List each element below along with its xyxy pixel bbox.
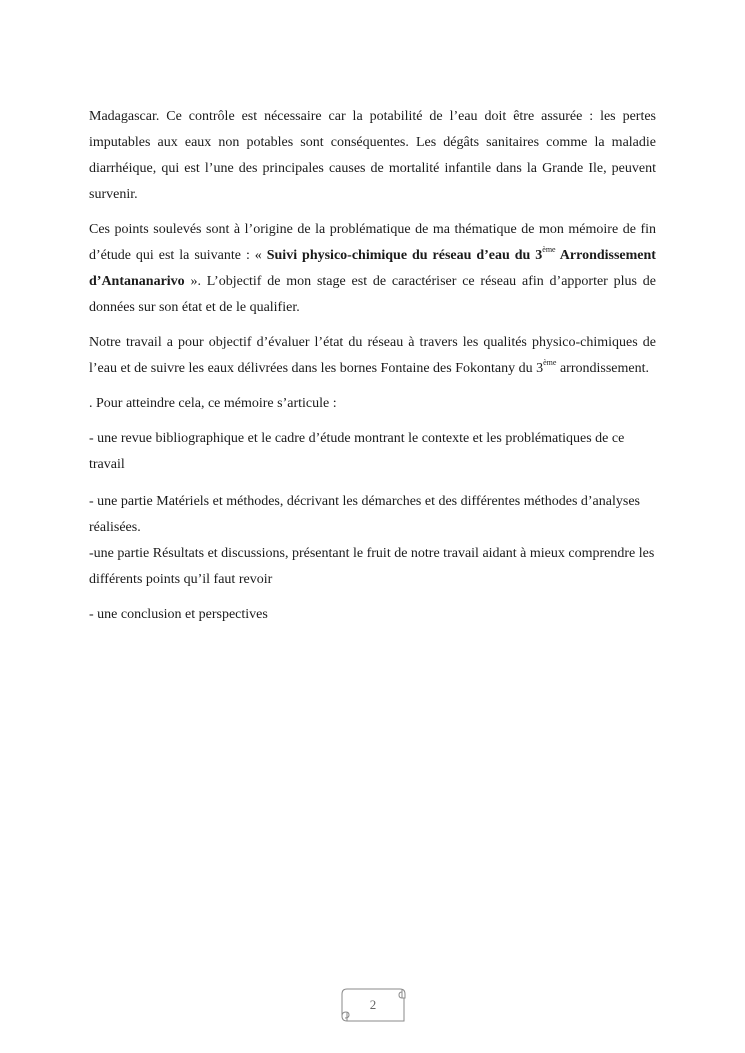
paragraph-3-text: Notre travail a pour objectif d’évaluer l’état du réseau à travers les qualités physico-chimiques de l’eau et de suivre les eaux délivrées dans les bornes Fontaine des Fokontany du 3	[89, 335, 656, 376]
paragraph-1: Madagascar. Ce contrôle est nécessaire car la potabilité de l’eau doit être assurée : les pertes imputables aux eaux non potables sont conséquentes. Les dégâts sanitaires comme la maladie diarrhéique, qui est l’une des principales causes de mortalité infantile dans la Grande Ile, peuvent survenir.	[89, 109, 656, 202]
page-number-scroll	[336, 984, 410, 1024]
page-number: 2	[369, 997, 377, 1012]
document-body	[89, 104, 656, 628]
paragraph-2-rest: ». L’objectif de mon stage est de caractériser ce réseau afin d’apporter plus de données sur son état et de le qualifier.	[89, 274, 656, 315]
paragraph-4: . Pour atteindre cela, ce mémoire s’articule :	[89, 396, 337, 411]
list-item-conclusion: - une conclusion et perspectives	[89, 607, 268, 622]
paragraph-2	[89, 217, 656, 321]
list-item-materiels-methodes: - une partie Matériels et méthodes, décrivant les démarches et des différentes méthodes d’analyses réalisées.	[89, 494, 640, 535]
list-item-resultats-discussions: -une partie Résultats et discussions, présentant le fruit de notre travail aidant à mieux comprendre les différents points qu’il faut revoir	[89, 546, 655, 587]
paragraph-3-superscript: ème	[543, 358, 557, 367]
memoire-title-part-1: Suivi physico-chimique du réseau d’eau du 3	[266, 248, 543, 263]
memoire-title-superscript: ème	[542, 245, 556, 254]
paragraph-2-intro: Ces points soulevés sont à l’origine de la problématique de ma thématique de mon mémoire de fin d’étude qui est la suivante : «	[89, 222, 656, 263]
paragraph-3-end: arrondissement.	[556, 361, 649, 376]
paragraph-3	[89, 330, 656, 382]
memoire-title-part-2: Arrondissement d’Antananarivo	[89, 248, 656, 289]
list-item-bibliographie: - une revue bibliographique et le cadre d’étude montrant le contexte et les problématiques de ce travail	[89, 431, 625, 472]
